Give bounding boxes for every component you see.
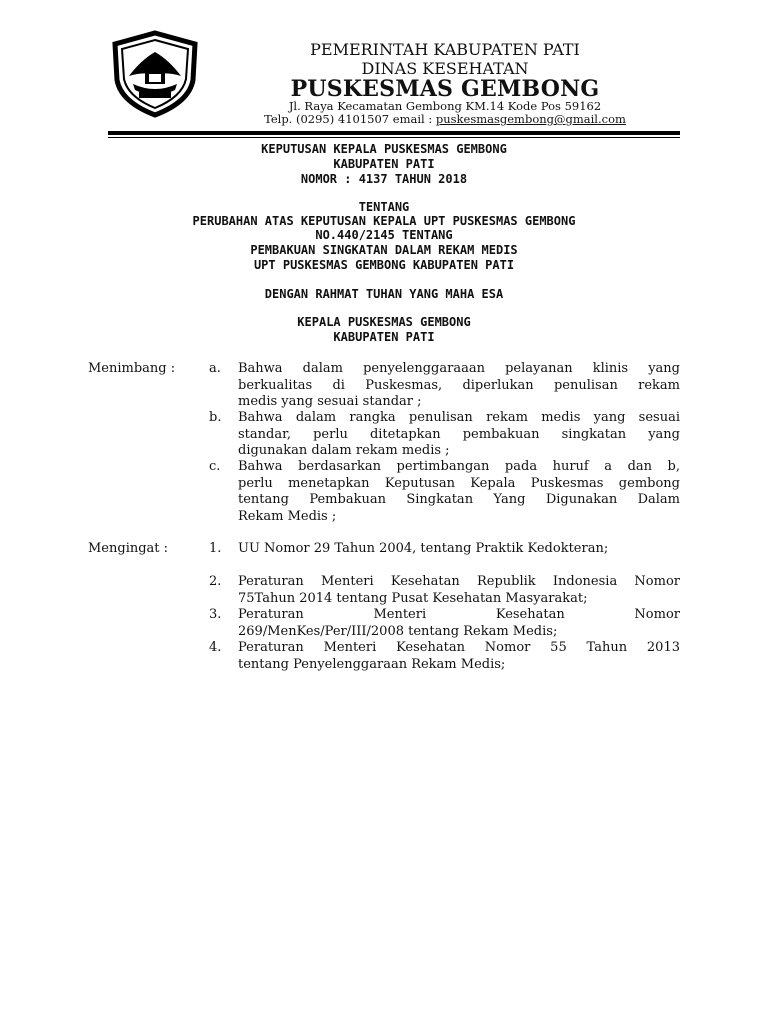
letterhead-email-link[interactable]: puskesmasgembong@gmail.com bbox=[435, 112, 626, 126]
mengingat-marker: 3. bbox=[209, 607, 222, 622]
blessing-line: DENGAN RAHMAT TUHAN YANG MAHA ESA bbox=[264, 287, 504, 301]
subject-line-3: PEMBAKUAN SINGKATAN DALAM REKAM MEDIS bbox=[250, 243, 518, 257]
letterhead-government: PEMERINTAH KABUPATEN PATI bbox=[310, 40, 580, 59]
subject-line-1: PERUBAHAN ATAS KEPUTUSAN KEPALA UPT PUSKESMAS GEMBONG bbox=[192, 214, 576, 228]
mengingat-label: Mengingat : bbox=[88, 541, 169, 556]
letterhead-address: Jl. Raya Kecamatan Gembong KM.14 Kode Pos 59162 bbox=[288, 99, 602, 113]
decree-title: KEPUTUSAN KEPALA PUSKESMAS GEMBONG bbox=[261, 142, 507, 156]
authority-region: KABUPATEN PATI bbox=[333, 330, 435, 344]
subject-line-4: UPT PUSKESMAS GEMBONG KABUPATEN PATI bbox=[253, 258, 515, 272]
mengingat-marker: 1. bbox=[209, 541, 222, 556]
mengingat-item-4: Peraturan Menteri Kesehatan Nomor 55 Tahun 2013 tentang Penyelenggaraan Rekam Medis; bbox=[238, 640, 680, 672]
decree-number: NOMOR : 4137 TAHUN 2018 bbox=[300, 172, 468, 186]
letterhead-divider-thin bbox=[108, 137, 680, 138]
letterhead-phone: Telp. (0295) 4101507 email : bbox=[264, 112, 436, 126]
letterhead-department: DINAS KESEHATAN bbox=[361, 59, 529, 78]
letterhead-contact bbox=[210, 112, 680, 126]
authority-title: KEPALA PUSKESMAS GEMBONG bbox=[297, 315, 471, 329]
menimbang-item-b: Bahwa dalam rangka penulisan rekam medis yang sesuai standar, perlu ditetapkan pembakuan singkatan yang digunakan dalam rekam medis ; bbox=[238, 410, 680, 458]
menimbang-marker: c. bbox=[209, 459, 221, 474]
kabupaten-pati-emblem-icon bbox=[109, 30, 201, 118]
letterhead-institution: PUSKESMAS GEMBONG bbox=[290, 76, 600, 102]
decree-region: KABUPATEN PATI bbox=[333, 157, 435, 171]
subject-label: TENTANG bbox=[358, 200, 410, 214]
subject-line-2: NO.440/2145 TENTANG bbox=[315, 228, 453, 242]
mengingat-marker: 2. bbox=[209, 574, 222, 589]
mengingat-marker: 4. bbox=[209, 640, 222, 655]
menimbang-item-a: Bahwa dalam penyelenggaraaan pelayanan klinis yang berkualitas di Puskesmas, diperlukan penulisan rekam medis yang sesuai standar ; bbox=[238, 361, 680, 409]
mengingat-item-3: Peraturan Menteri Kesehatan Nomor 269/MenKes/Per/III/2008 tentang Rekam Medis; bbox=[238, 607, 680, 639]
menimbang-marker: a. bbox=[209, 361, 221, 376]
mengingat-item-2: Peraturan Menteri Kesehatan Republik Indonesia Nomor 75Tahun 2014 tentang Pusat Kesehatan Masyarakat; bbox=[238, 574, 680, 606]
menimbang-label: Menimbang : bbox=[88, 361, 176, 376]
menimbang-item-c: Bahwa berdasarkan pertimbangan pada huruf a dan b, perlu menetapkan Keputusan Kepala Puskesmas gembong tentang Pembakuan Singkatan Yang Digunakan Dalam Rekam Medis ; bbox=[238, 459, 680, 524]
mengingat-item-1: UU Nomor 29 Tahun 2004, tentang Praktik Kedokteran; bbox=[238, 541, 609, 556]
menimbang-marker: b. bbox=[209, 410, 222, 425]
letterhead-divider-thick bbox=[108, 131, 680, 135]
